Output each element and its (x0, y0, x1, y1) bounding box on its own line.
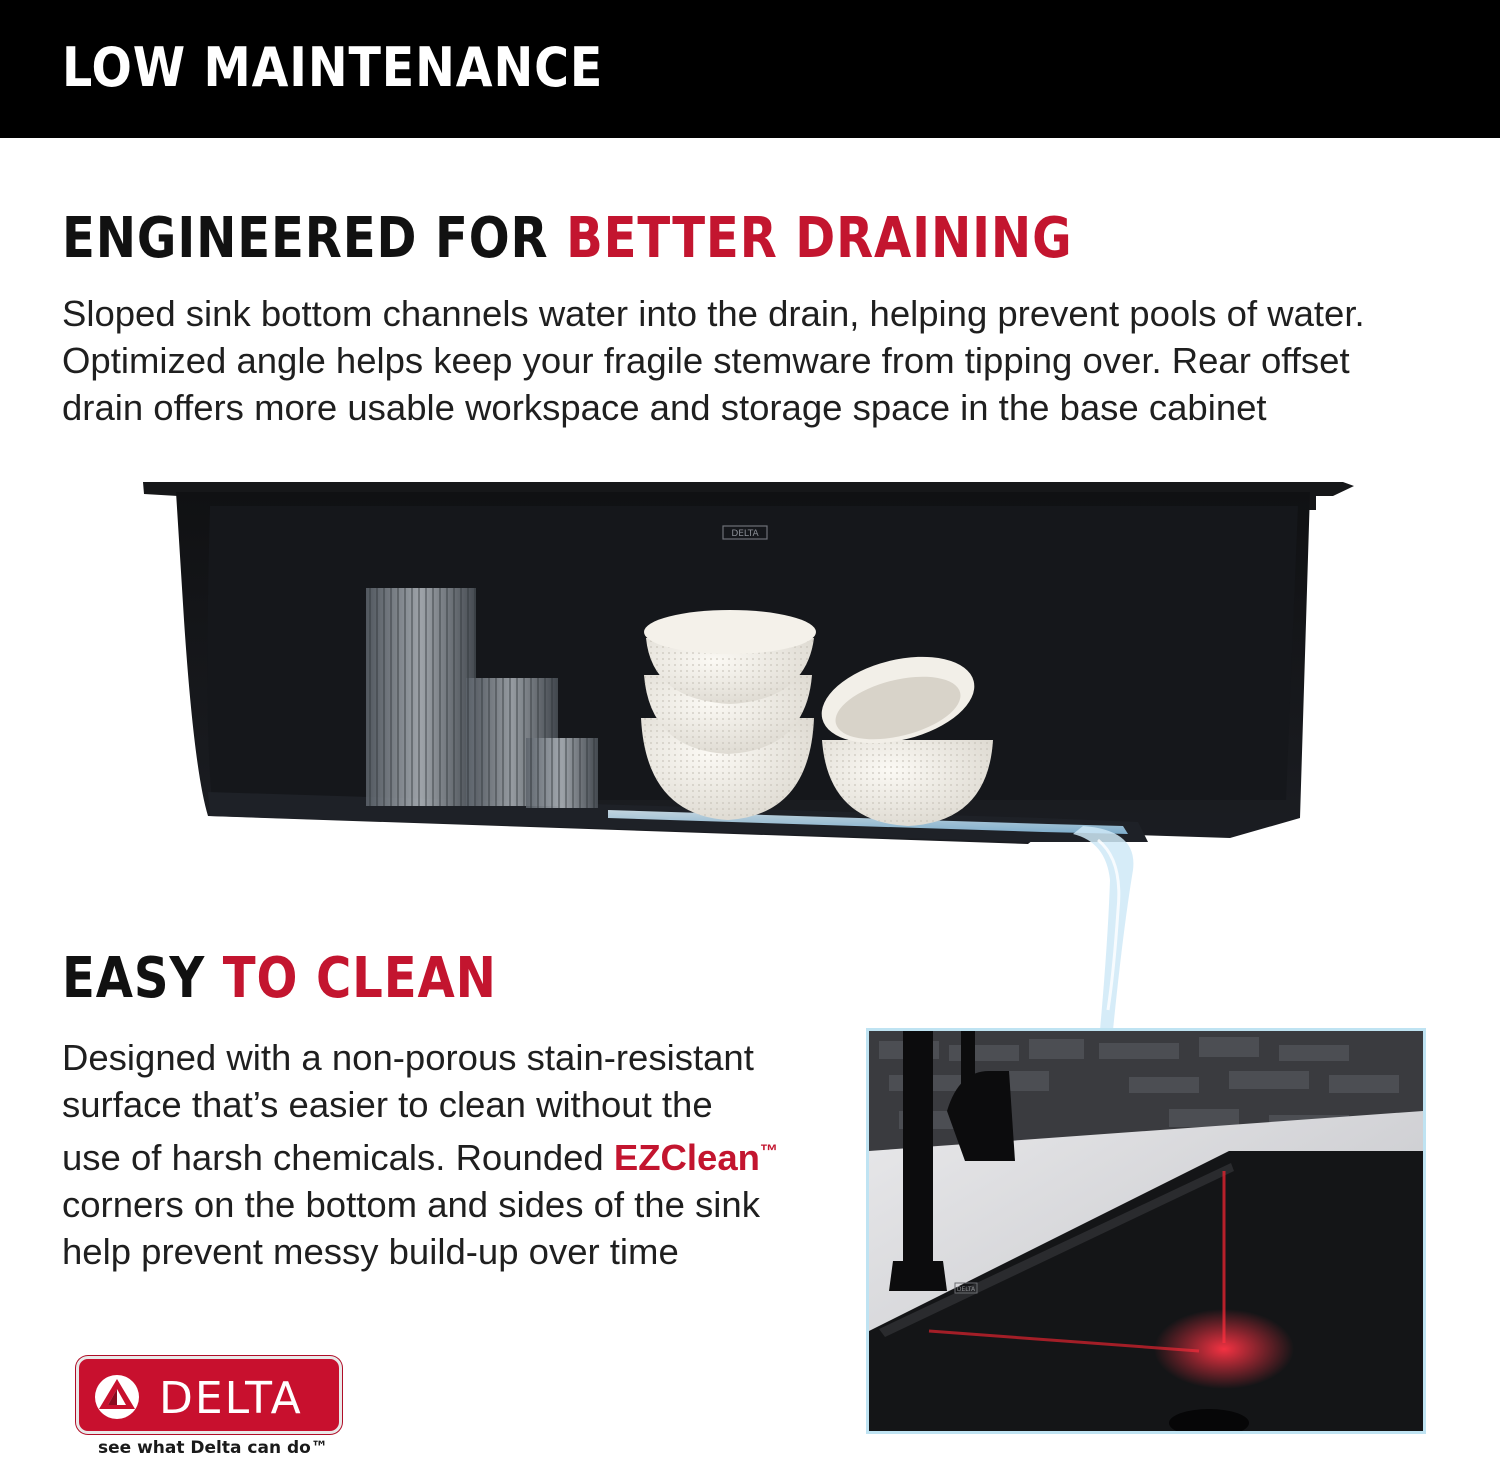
banner-title: LOW MAINTENANCE (62, 36, 604, 99)
drain-heading-accent: BETTER DRAINING (566, 206, 1073, 271)
drain-heading-plain: ENGINEERED FOR (62, 206, 549, 271)
clean-line: corners on the bottom and sides of the sink (62, 1184, 760, 1226)
banner (0, 0, 1500, 138)
ezclean-brand: EZClean (613, 1137, 760, 1179)
sink-corner-photo (866, 1028, 1426, 1434)
drain-line: drain offers more usable workspace and storage space in the base cabinet (62, 387, 1267, 428)
delta-wordmark: DELTA (159, 1373, 303, 1424)
clean-line-text: use of harsh chemicals. Rounded (62, 1137, 614, 1179)
clean-line: Designed with a non-porous stain-resistant (62, 1037, 754, 1078)
photo-badge-label: DELTA (956, 1286, 976, 1293)
delta-tagline: see what Delta can do™ (98, 1438, 328, 1458)
clean-heading (62, 946, 497, 1011)
clean-line: help prevent messy build-up over time (62, 1231, 679, 1273)
clean-line (62, 1128, 778, 1181)
drain-line: Optimized angle helps keep your fragile stemware from tipping over. Rear offset (62, 340, 1350, 381)
trademark-symbol: ™ (759, 1141, 778, 1161)
delta-logo (76, 1356, 342, 1434)
clean-heading-plain: EASY (62, 946, 206, 1011)
clean-heading-accent: TO CLEAN (222, 946, 497, 1011)
drain-line: Sloped sink bottom channels water into the drain, helping prevent pools of water. (62, 293, 1365, 334)
sink-badge-label: DELTA (731, 529, 759, 539)
clean-line: surface that’s easier to clean without the (62, 1084, 713, 1125)
drain-heading (62, 206, 1072, 271)
clean-description (62, 1034, 778, 1275)
delta-triangle-icon (91, 1371, 147, 1423)
drain-description (62, 290, 1365, 431)
